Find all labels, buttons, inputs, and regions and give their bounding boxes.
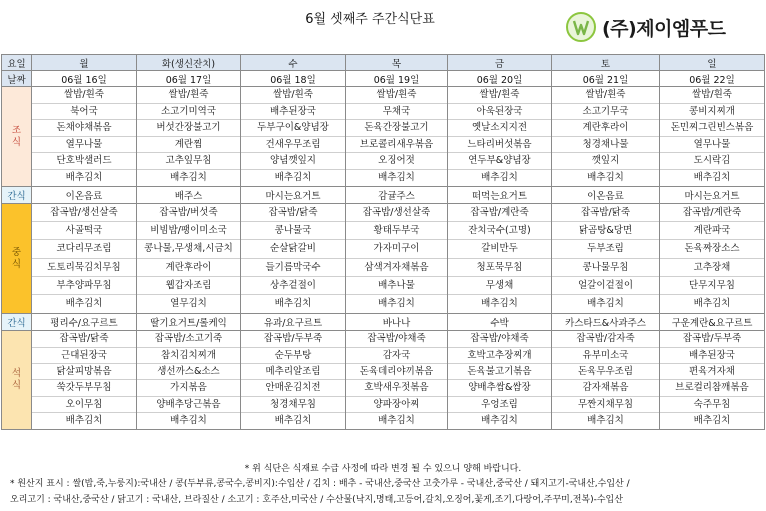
weekly-menu-table (1, 54, 765, 430)
snack1-label: 간식 (2, 187, 32, 204)
dinner-cell-thu (346, 331, 448, 430)
snack2-row (2, 314, 765, 331)
dinner-cell-wed (241, 331, 346, 430)
dish-item: 돈육간장불고기 (346, 120, 447, 137)
dish-item: 오징어젓 (346, 153, 447, 170)
dish-item: 양배추당근볶음 (137, 397, 240, 413)
dish-item: 배추김치 (693, 415, 731, 427)
snack1-cell-sun: 마시는요거트 (660, 187, 765, 204)
lunch-cell-wed (241, 204, 346, 314)
dish-item: 돈육짜장소스 (660, 240, 764, 258)
breakfast-cell-wed (241, 87, 346, 187)
dish-item: 잡곡밥/닭죽 (32, 331, 136, 347)
page-title: 6월 셋째주 주간식단표 (305, 12, 435, 27)
day-tue: 화(생신잔치) (137, 55, 241, 71)
dish-item: 돈민찌그린빈스볶음 (660, 120, 764, 137)
dish-item: 잡곡밥/야채죽 (448, 331, 551, 347)
snack1-row (2, 187, 765, 204)
dish-item: 무생채 (448, 277, 551, 295)
dish-item: 배추김치 (65, 415, 103, 427)
dish-item: 콩나물무침 (552, 259, 659, 277)
dish-item: 숙주무침 (660, 397, 764, 413)
dish-item: 깻잎지 (552, 153, 659, 170)
dish-item: 배추김치 (693, 297, 731, 309)
snack2-cell-tue: 딸기요거트/롤케익 (137, 314, 241, 331)
dinner-cell-sun (660, 331, 765, 430)
dish-item: 양배추쌈&쌈장 (448, 380, 551, 396)
dish-item: 배추김치 (378, 171, 415, 183)
date-fri: 06월 20일 (448, 71, 552, 87)
dish-item: 안매운김치전 (241, 380, 345, 396)
snack2-cell-sat: 카스타드&사과주스 (552, 314, 660, 331)
dinner-dish-list (241, 331, 345, 429)
breakfast-label-text: 조 식 (11, 124, 22, 148)
dish-item: 느타리버섯볶음 (448, 137, 551, 154)
snack1-cell-thu: 감귤주스 (346, 187, 448, 204)
lunch-cell-sat (552, 204, 660, 314)
breakfast-dish-list (448, 87, 551, 186)
dish-item: 쌀밥/흰죽 (660, 87, 764, 104)
dish-item: 닭곰탕&당면 (552, 222, 659, 240)
breakfast-cell-fri (448, 87, 552, 187)
dish-item: 삼색겨자채볶음 (346, 259, 447, 277)
dish-item: 잡곡밥/생선살죽 (32, 204, 136, 222)
dinner-row (2, 331, 765, 430)
date-thu: 06월 19일 (346, 71, 448, 87)
snack1-cell-tue: 배주스 (137, 187, 241, 204)
dish-item: 양념깻잎지 (241, 153, 345, 170)
snack2-cell-fri: 수박 (448, 314, 552, 331)
dish-item: 건새우무조림 (241, 137, 345, 154)
dish-item: 열무나물 (660, 137, 764, 154)
breakfast-cell-thu (346, 87, 448, 187)
date-row (2, 71, 765, 87)
dish-item: 북어국 (32, 104, 136, 121)
dinner-dish-list (660, 331, 764, 429)
dish-item: 배추나물 (346, 277, 447, 295)
snack1-cell-mon: 이온음료 (32, 187, 137, 204)
origin-line-2: 오리고기 : 국내산,중국산 / 닭고기 : 국내산, 브라질산 / 소고기 : 호주산,미국산 / 수산물(낙지,명태,고등어,갈치,오징어,꽃게,조기,다랑어,주꾸미,전복)-수입산 (10, 495, 623, 505)
origin-info (10, 476, 756, 508)
dish-item: 배추김치 (65, 171, 103, 183)
breakfast-dish-list (346, 87, 447, 186)
dish-item: 청경채나물 (552, 137, 659, 154)
dish-item: 쑥갓두부무침 (32, 380, 136, 396)
lunch-cell-mon (32, 204, 137, 314)
dish-item: 배추김치 (170, 415, 207, 427)
lunch-dish-list (660, 204, 764, 313)
dish-item: 닭살피망볶음 (32, 364, 136, 380)
snack2-label: 간식 (2, 314, 32, 331)
dish-item: 쌀밥/흰죽 (552, 87, 659, 104)
dish-item: 잡곡밥/닭죽 (241, 204, 345, 222)
snack1-cell-fri: 떠먹는요거트 (448, 187, 552, 204)
dish-item: 편육겨자채 (660, 364, 764, 380)
dish-item: 잡곡밥/계란죽 (448, 204, 551, 222)
dish-item: 단무지무침 (660, 277, 764, 295)
day-thu: 목 (346, 55, 448, 71)
dish-item: 순두부탕 (241, 348, 345, 364)
dish-item: 잡곡밥/버섯죽 (137, 204, 240, 222)
breakfast-dish-list (137, 87, 240, 186)
dish-item: 연두부&양념장 (448, 153, 551, 170)
dish-item: 잡곡밥/생선살죽 (346, 204, 447, 222)
dish-item: 잡곡밥/야채죽 (346, 331, 447, 347)
dish-item: 열무김치 (170, 297, 207, 309)
dish-item: 고추장채 (660, 259, 764, 277)
brand-name: (주)제이엠푸드 (602, 17, 726, 40)
dish-item: 무채국 (346, 104, 447, 121)
breakfast-row (2, 87, 765, 187)
dinner-dish-list (448, 331, 551, 429)
day-sun: 일 (660, 55, 765, 71)
dish-item: 우엉조림 (448, 397, 551, 413)
dish-item: 배추김치 (481, 415, 518, 427)
dish-item: 들기름막국수 (241, 259, 345, 277)
lunch-dish-list (137, 204, 240, 313)
dish-item: 잡곡밥/감자죽 (552, 331, 659, 347)
breakfast-cell-sun (660, 87, 765, 187)
day-wed: 수 (241, 55, 346, 71)
dinner-dish-list (346, 331, 447, 429)
day-label: 요일 (2, 55, 32, 71)
snack2-cell-sun: 구운계란&요구르트 (660, 314, 765, 331)
dish-item: 계란후라이 (137, 259, 240, 277)
dish-item: 콩나물국 (241, 222, 345, 240)
snack1-cell-sat: 이온음료 (552, 187, 660, 204)
dish-item: 무짠지채무침 (552, 397, 659, 413)
dish-item: 옛날소지지전 (448, 120, 551, 137)
dish-item: 배추김치 (481, 171, 518, 183)
dinner-cell-sat (552, 331, 660, 430)
dish-item: 계란파국 (660, 222, 764, 240)
lunch-dish-list (448, 204, 551, 313)
dish-item: 돈육불고기볶음 (448, 364, 551, 380)
breakfast-label (2, 87, 32, 187)
dish-item: 생선까스&소스 (137, 364, 240, 380)
dish-item: 양파장아찌 (346, 397, 447, 413)
dish-item: 배추김치 (587, 297, 624, 309)
dish-item: 배추된장국 (241, 104, 345, 121)
lunch-dish-list (346, 204, 447, 313)
dish-item: 가자미구이 (346, 240, 447, 258)
dish-item: 브로컬리참깨볶음 (660, 380, 764, 396)
dish-item: 유부미소국 (552, 348, 659, 364)
dish-item: 쌀밥/흰죽 (346, 87, 447, 104)
dish-item: 감자국 (346, 348, 447, 364)
dish-item: 돈채야채볶음 (32, 120, 136, 137)
dish-item: 두부구이&양념장 (241, 120, 345, 137)
date-sun: 06월 22일 (660, 71, 765, 87)
dish-item: 사골떡국 (32, 222, 136, 240)
dish-item: 버섯간장불고기 (137, 120, 240, 137)
dish-item: 감자채볶음 (552, 380, 659, 396)
breakfast-dish-list (241, 87, 345, 186)
date-tue: 06월 17일 (137, 71, 241, 87)
dish-item: 배추김치 (378, 415, 415, 427)
dinner-cell-tue (137, 331, 241, 430)
dish-item: 상추겉절이 (241, 277, 345, 295)
date-label: 날짜 (2, 71, 32, 87)
breakfast-dish-list (552, 87, 659, 186)
dish-item: 돈육데리야끼볶음 (346, 364, 447, 380)
dish-item: 배추김치 (587, 171, 624, 183)
dish-item: 참치김치찌개 (137, 348, 240, 364)
dish-item: 비빔밥/팽이미소국 (137, 222, 240, 240)
dish-item: 열무나물 (32, 137, 136, 154)
lunch-label-text: 중 식 (11, 246, 22, 270)
dish-item: 잡곡밥/두부죽 (241, 331, 345, 347)
lunch-cell-thu (346, 204, 448, 314)
dish-item: 배추김치 (170, 171, 207, 183)
dinner-dish-list (137, 331, 240, 429)
day-fri: 금 (448, 55, 552, 71)
breakfast-cell-tue (137, 87, 241, 187)
day-sat: 토 (552, 55, 660, 71)
dinner-label-text: 석 식 (11, 368, 22, 392)
dish-item: 콩나물,무생채,시금치 (137, 240, 240, 258)
dish-item: 소고기미역국 (137, 104, 240, 121)
dish-item: 가지볶음 (137, 380, 240, 396)
leaf-logo-icon (566, 12, 596, 42)
dish-item: 쌀밥/흰죽 (241, 87, 345, 104)
breakfast-cell-sat (552, 87, 660, 187)
dish-item: 배추김치 (274, 415, 312, 427)
snack2-cell-thu: 바나나 (346, 314, 448, 331)
dish-item: 청경채무침 (241, 397, 345, 413)
dish-item: 배추된장국 (660, 348, 764, 364)
date-sat: 06월 21일 (552, 71, 660, 87)
dinner-dish-list (32, 331, 136, 429)
dish-item: 배추김치 (587, 415, 624, 427)
lunch-dish-list (32, 204, 136, 313)
dish-item: 갈비만두 (448, 240, 551, 258)
dish-item: 웹갑자조림 (137, 277, 240, 295)
dish-item: 오이무침 (32, 397, 136, 413)
dish-item: 근대된장국 (32, 348, 136, 364)
dish-item: 계란후라이 (552, 120, 659, 137)
page-header (0, 0, 766, 50)
dish-item: 콩비지찌개 (660, 104, 764, 121)
dish-item: 호박새우젓볶음 (346, 380, 447, 396)
dish-item: 잔치국수(고명) (448, 222, 551, 240)
date-mon: 06월 16일 (32, 71, 137, 87)
dish-item: 단호박샐러드 (32, 153, 136, 170)
dish-item: 잡곡밥/소고기죽 (137, 331, 240, 347)
breakfast-dish-list (32, 87, 136, 186)
dish-item: 계란찜 (137, 137, 240, 154)
dish-item: 두부조림 (552, 240, 659, 258)
dish-item: 부추양파무침 (32, 277, 136, 295)
dinner-dish-list (552, 331, 659, 429)
dish-item: 황태두부국 (346, 222, 447, 240)
dish-item: 청포묵무침 (448, 259, 551, 277)
dish-item: 배추김치 (693, 171, 731, 183)
lunch-cell-fri (448, 204, 552, 314)
dish-item: 잡곡밥/계란죽 (660, 204, 764, 222)
dish-item: 배추김치 (481, 297, 518, 309)
dish-item: 얼갈이겉절이 (552, 277, 659, 295)
snack1-cell-wed: 마시는요거트 (241, 187, 346, 204)
lunch-row (2, 204, 765, 314)
dish-item: 아욱된장국 (448, 104, 551, 121)
snack2-cell-wed: 유과/요구르트 (241, 314, 346, 331)
breakfast-dish-list (660, 87, 764, 186)
notice-text: * 위 식단은 식재료 수급 사정에 따라 변경 될 수 있으니 양해 바랍니다. (244, 464, 522, 474)
dish-item: 배추김치 (378, 297, 415, 309)
lunch-dish-list (241, 204, 345, 313)
lunch-cell-sun (660, 204, 765, 314)
dish-item: 배추김치 (274, 297, 312, 309)
dish-item: 쌀밥/흰죽 (448, 87, 551, 104)
dinner-label (2, 331, 32, 430)
lunch-label (2, 204, 32, 314)
day-header-row (2, 55, 765, 71)
dish-item: 코다리무조림 (32, 240, 136, 258)
breakfast-cell-mon (32, 87, 137, 187)
dish-item: 브로콜리새우볶음 (346, 137, 447, 154)
lunch-cell-tue (137, 204, 241, 314)
dish-item: 소고기무국 (552, 104, 659, 121)
dish-item: 메추리알조림 (241, 364, 345, 380)
dinner-cell-fri (448, 331, 552, 430)
dish-item: 순살닭갈비 (241, 240, 345, 258)
dish-item: 도토리묵김치무침 (32, 259, 136, 277)
dish-item: 고추잎무침 (137, 153, 240, 170)
dish-item: 배추김치 (65, 297, 103, 309)
dish-item: 배추김치 (274, 171, 312, 183)
dinner-cell-mon (32, 331, 137, 430)
day-mon: 월 (32, 55, 137, 71)
origin-line-1: * 원산지 표시 : 쌀(밥,죽,누룽지):국내산 / 콩(두부류,콩국수,콩비지):수입산 / 김치 : 배추 - 국내산,중국산 고춧가루 - 국내산,중국산 / 돼지고기-국내산,수입산 / (10, 479, 630, 489)
dish-item: 돈육무우조림 (552, 364, 659, 380)
dish-item: 잡곡밥/닭죽 (552, 204, 659, 222)
snack2-cell-mon: 평리수/요구르트 (32, 314, 137, 331)
lunch-dish-list (552, 204, 659, 313)
date-wed: 06월 18일 (241, 71, 346, 87)
brand-logo (566, 12, 726, 42)
dish-item: 쌀밥/흰죽 (32, 87, 136, 104)
dish-item: 도시락김 (660, 153, 764, 170)
dish-item: 쌀밥/흰죽 (137, 87, 240, 104)
dish-item: 호박고추장찌개 (448, 348, 551, 364)
dish-item: 잡곡밥/두부죽 (660, 331, 764, 347)
